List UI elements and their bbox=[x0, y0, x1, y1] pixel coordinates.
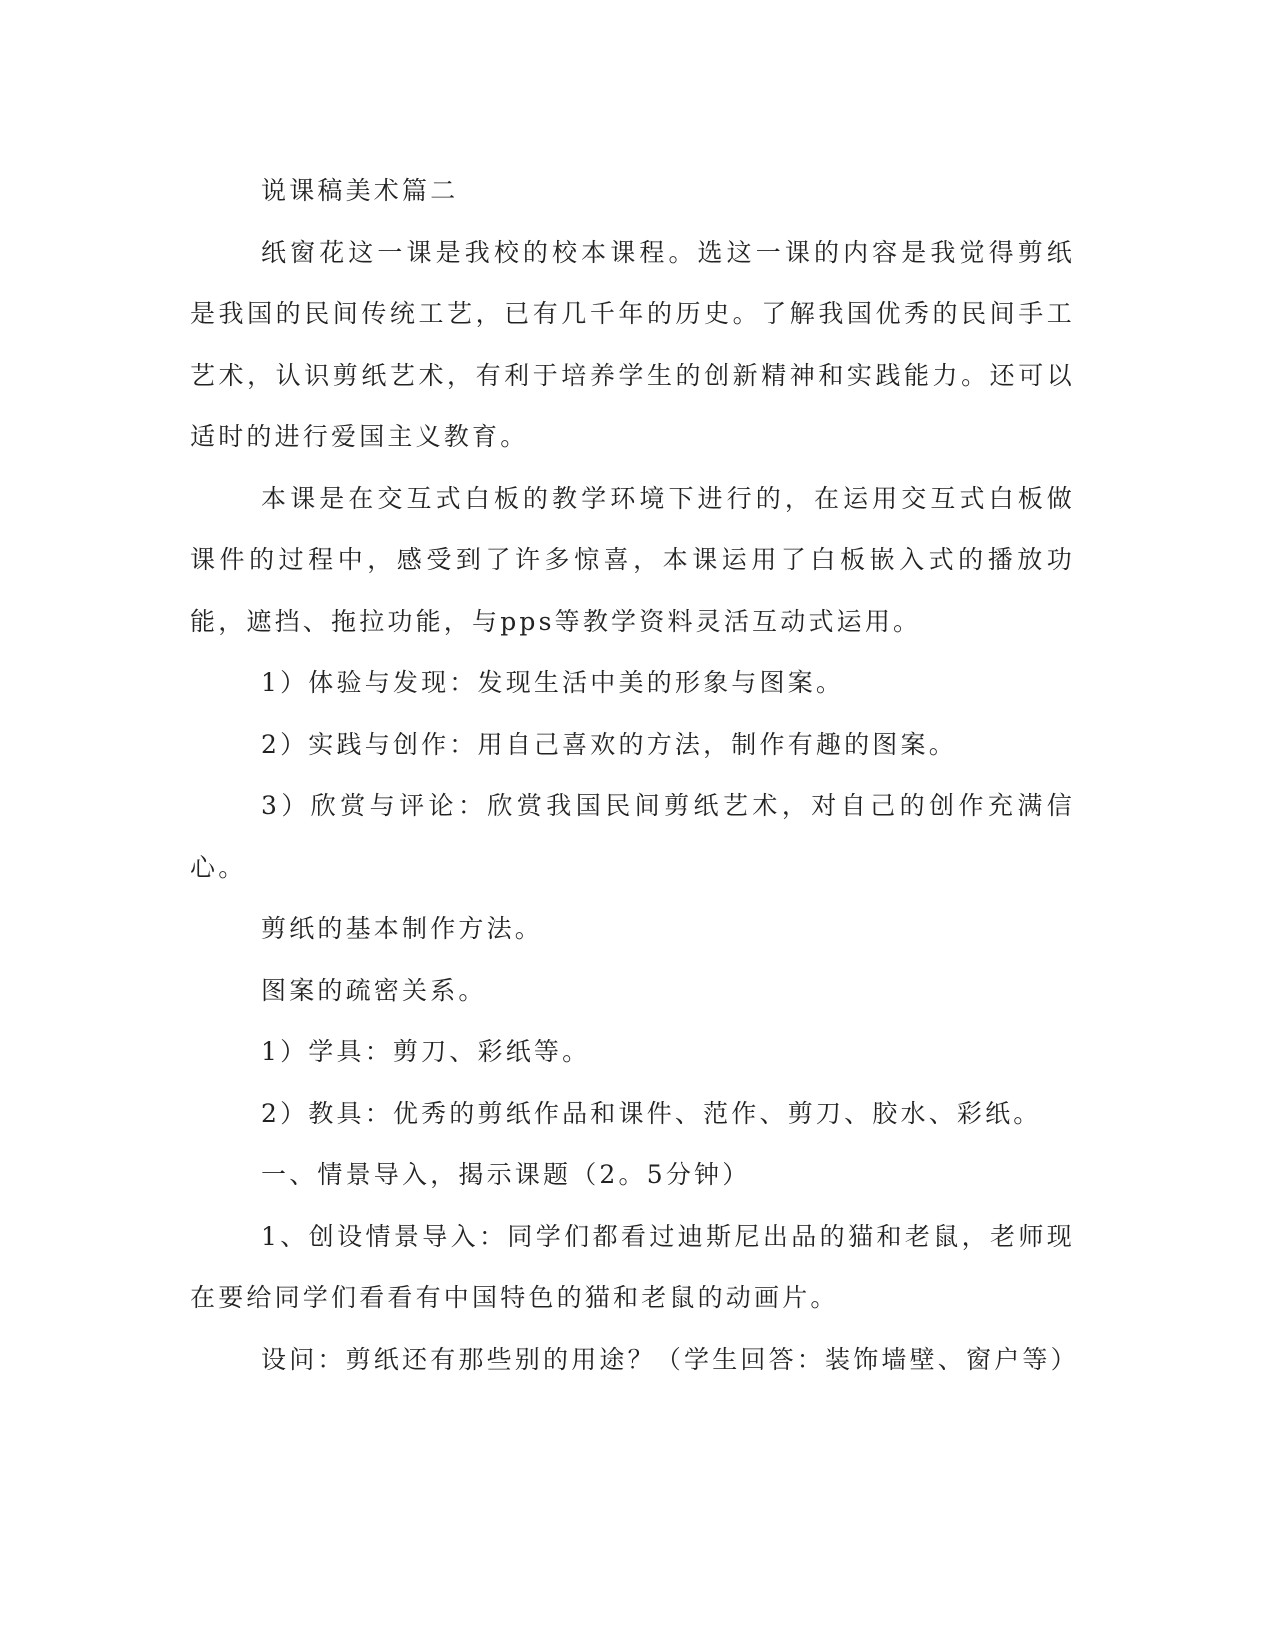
paragraph-scenario: 1、创设情景导入：同学们都看过迪斯尼出品的猫和老鼠，老师现在要给同学们看看有中国特色的猫和老鼠的动画片。 bbox=[190, 1221, 1075, 1312]
document-body bbox=[190, 160, 1079, 1390]
paragraph-section-heading: 一、情景导入，揭示课题（2。5分钟） bbox=[261, 1160, 751, 1189]
paragraph-difficulty: 图案的疏密关系。 bbox=[261, 975, 487, 1005]
paragraph-intro: 纸窗花这一课是我校的校本课程。选这一课的内容是我觉得剪纸是我国的民间传统工艺，已有几千年的历史。了解我国优秀的民间手工艺术，认识剪纸艺术，有利于培养学生的创新精神和实践能力。还可以适时的进行爱国主义教育。 bbox=[190, 237, 1075, 451]
paragraph-goal-1: 1）体验与发现：发现生活中美的形象与图案。 bbox=[261, 668, 845, 697]
paragraph-key-point: 剪纸的基本制作方法。 bbox=[261, 914, 544, 943]
paragraph-question: 设问：剪纸还有那些别的用途？（学生回答：装饰墙壁、窗户等） bbox=[261, 1344, 1079, 1374]
document-title: 说课稿美术篇二 bbox=[261, 176, 459, 205]
paragraph-student-tools: 1）学具：剪刀、彩纸等。 bbox=[261, 1037, 591, 1066]
paragraph-goal-3: 3）欣赏与评论：欣赏我国民间剪纸艺术，对自己的创作充满信心。 bbox=[190, 791, 1075, 882]
paragraph-goal-2: 2）实践与创作：用自己喜欢的方法，制作有趣的图案。 bbox=[261, 729, 957, 759]
paragraph-teacher-tools: 2）教具：优秀的剪纸作品和课件、范作、剪刀、胶水、彩纸。 bbox=[261, 1098, 1042, 1128]
paragraph-whiteboard: 本课是在交互式白板的教学环境下进行的，在运用交互式白板做课件的过程中，感受到了许多惊喜，本课运用了白板嵌入式的播放功能，遮挡、拖拉功能，与pps等教学资料灵活互动式运用。 bbox=[190, 483, 1075, 636]
